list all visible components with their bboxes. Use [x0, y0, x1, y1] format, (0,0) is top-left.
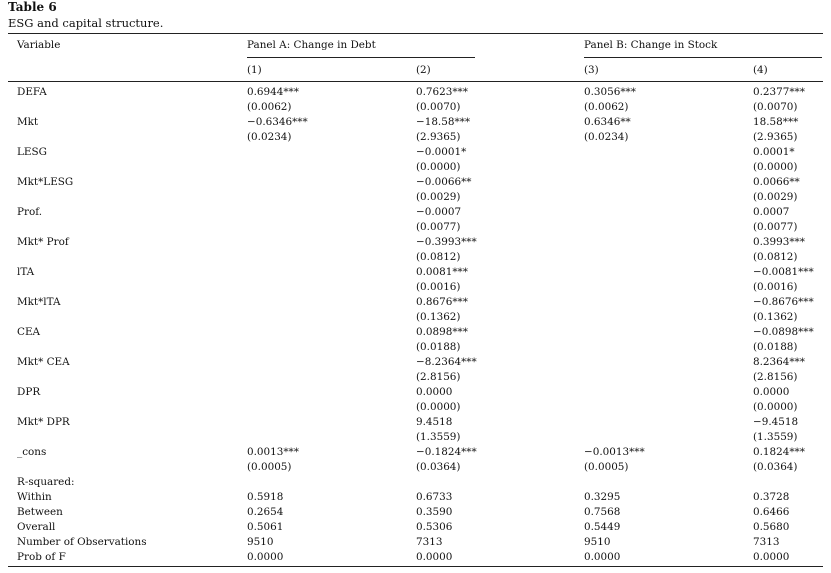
table-cell: −18.58*** [416, 116, 471, 128]
table-cell: 0.6346** [584, 116, 631, 128]
table-cell: (0.0016) [416, 281, 461, 293]
row-label: Number of Observations [17, 536, 147, 548]
row-label: CEA [17, 326, 41, 338]
table-cell: (0.1362) [416, 311, 461, 323]
table-cell: (0.0812) [416, 251, 461, 263]
table-cell: (0.0005) [584, 461, 629, 473]
row-label: lTA [17, 266, 35, 278]
column-number: (1) [247, 64, 262, 76]
table-cell: (0.0029) [416, 191, 461, 203]
table-cell: −0.3993*** [416, 236, 477, 248]
table-cell: 0.3056*** [584, 86, 636, 98]
table-cell: −0.1824*** [416, 446, 477, 458]
table-cell: (0.0364) [416, 461, 461, 473]
row-label: DEFA [17, 86, 47, 98]
column-number: (4) [753, 64, 768, 76]
table-cell: −0.8676*** [753, 296, 814, 308]
table-cell: −0.0013*** [584, 446, 645, 458]
table-cell: (0.0188) [416, 341, 461, 353]
table-cell: (0.0000) [416, 401, 461, 413]
table-cell: 0.8676*** [416, 296, 468, 308]
table-cell: (0.0062) [584, 101, 629, 113]
header-rule [8, 81, 823, 82]
table-cell: 0.7568 [584, 506, 621, 518]
table-cell: 7313 [753, 536, 780, 548]
table-cell: −0.0007 [416, 206, 462, 218]
table-cell: 0.7623*** [416, 86, 468, 98]
table-cell: −0.0001* [416, 146, 467, 158]
row-label: LESG [17, 146, 47, 158]
row-label: _cons [17, 446, 47, 458]
table-cell: −0.0066** [416, 176, 472, 188]
row-label: Mkt [17, 116, 39, 128]
table-cell: (0.0000) [416, 161, 461, 173]
bottom-rule [8, 566, 823, 567]
table-cell: (0.0234) [584, 131, 629, 143]
table-caption: ESG and capital structure. [8, 16, 164, 30]
table-cell: (0.0077) [416, 221, 461, 233]
table-cell: 0.5306 [416, 521, 453, 533]
table-cell: (0.0234) [247, 131, 292, 143]
table-title: Table 6 [8, 0, 57, 14]
table-cell: −9.4518 [753, 416, 799, 428]
table-cell: −8.2364*** [416, 356, 477, 368]
table-cell: (0.0364) [753, 461, 798, 473]
panel-a-underline [247, 57, 475, 58]
table-cell: (2.8156) [753, 371, 798, 383]
row-label: R-squared: [17, 476, 75, 488]
table-cell: 0.3728 [753, 491, 790, 503]
table-cell: (0.0000) [753, 401, 798, 413]
table-cell: (1.3559) [416, 431, 461, 443]
table-cell: 9510 [247, 536, 274, 548]
table-cell: (0.0077) [753, 221, 798, 233]
top-rule [8, 33, 823, 34]
table-cell: (0.0188) [753, 341, 798, 353]
row-label: Mkt* DPR [17, 416, 70, 428]
table-cell: (0.0016) [753, 281, 798, 293]
row-label: Mkt*lTA [17, 296, 61, 308]
table-cell: 0.0013*** [247, 446, 299, 458]
table-cell: 7313 [416, 536, 443, 548]
table-cell: (0.0070) [416, 101, 461, 113]
table-cell: (0.0062) [247, 101, 292, 113]
table-cell: 0.3993*** [753, 236, 805, 248]
table-cell: 0.0000 [753, 386, 790, 398]
table-cell: 0.2654 [247, 506, 284, 518]
table-cell: −0.6346*** [247, 116, 308, 128]
table-cell: 0.1824*** [753, 446, 805, 458]
row-label: Between [17, 506, 63, 518]
table-cell: 9510 [584, 536, 611, 548]
table-cell: 0.0000 [416, 551, 453, 563]
table-cell: 0.0066** [753, 176, 800, 188]
table-cell: 9.4518 [416, 416, 453, 428]
table-cell: 0.5680 [753, 521, 790, 533]
table-cell: (0.1362) [753, 311, 798, 323]
table-cell: −0.0898*** [753, 326, 814, 338]
table-cell: 0.6466 [753, 506, 790, 518]
table-cell: (0.0070) [753, 101, 798, 113]
table-cell: (0.0812) [753, 251, 798, 263]
table-cell: (0.0029) [753, 191, 798, 203]
table-cell: 0.0000 [416, 386, 453, 398]
table-cell: 0.0000 [584, 551, 621, 563]
table-cell: 0.0000 [753, 551, 790, 563]
table-cell: −0.0081*** [753, 266, 814, 278]
row-label: DPR [17, 386, 41, 398]
variable-header: Variable [17, 39, 61, 51]
panel-b-underline [584, 57, 822, 58]
table-cell: 0.0081*** [416, 266, 468, 278]
table-cell: 8.2364*** [753, 356, 805, 368]
panel-b-header: Panel B: Change in Stock [584, 39, 718, 51]
table-cell: 0.0898*** [416, 326, 468, 338]
table-cell: (0.0000) [753, 161, 798, 173]
table-cell: 0.6733 [416, 491, 453, 503]
column-number: (2) [416, 64, 431, 76]
table-cell: (0.0005) [247, 461, 292, 473]
table-cell: 0.5918 [247, 491, 284, 503]
table-cell: 0.5061 [247, 521, 284, 533]
row-label: Prob of F [17, 551, 66, 563]
row-label: Prof. [17, 206, 42, 218]
table-cell: (2.9365) [753, 131, 798, 143]
row-label: Within [17, 491, 52, 503]
row-label: Mkt* Prof [17, 236, 69, 248]
table-cell: 0.0007 [753, 206, 790, 218]
row-label: Overall [17, 521, 56, 533]
table-cell: 0.3590 [416, 506, 453, 518]
table-cell: 0.6944*** [247, 86, 299, 98]
table-cell: 18.58*** [753, 116, 799, 128]
table-cell: 0.2377*** [753, 86, 805, 98]
table-cell: (2.8156) [416, 371, 461, 383]
table-cell: (2.9365) [416, 131, 461, 143]
table-cell: 0.3295 [584, 491, 621, 503]
row-label: Mkt*LESG [17, 176, 74, 188]
table-cell: 0.0001* [753, 146, 795, 158]
table-cell: (1.3559) [753, 431, 798, 443]
row-label: Mkt* CEA [17, 356, 70, 368]
table-cell: 0.0000 [247, 551, 284, 563]
column-number: (3) [584, 64, 599, 76]
table-cell: 0.5449 [584, 521, 621, 533]
panel-a-header: Panel A: Change in Debt [247, 39, 376, 51]
